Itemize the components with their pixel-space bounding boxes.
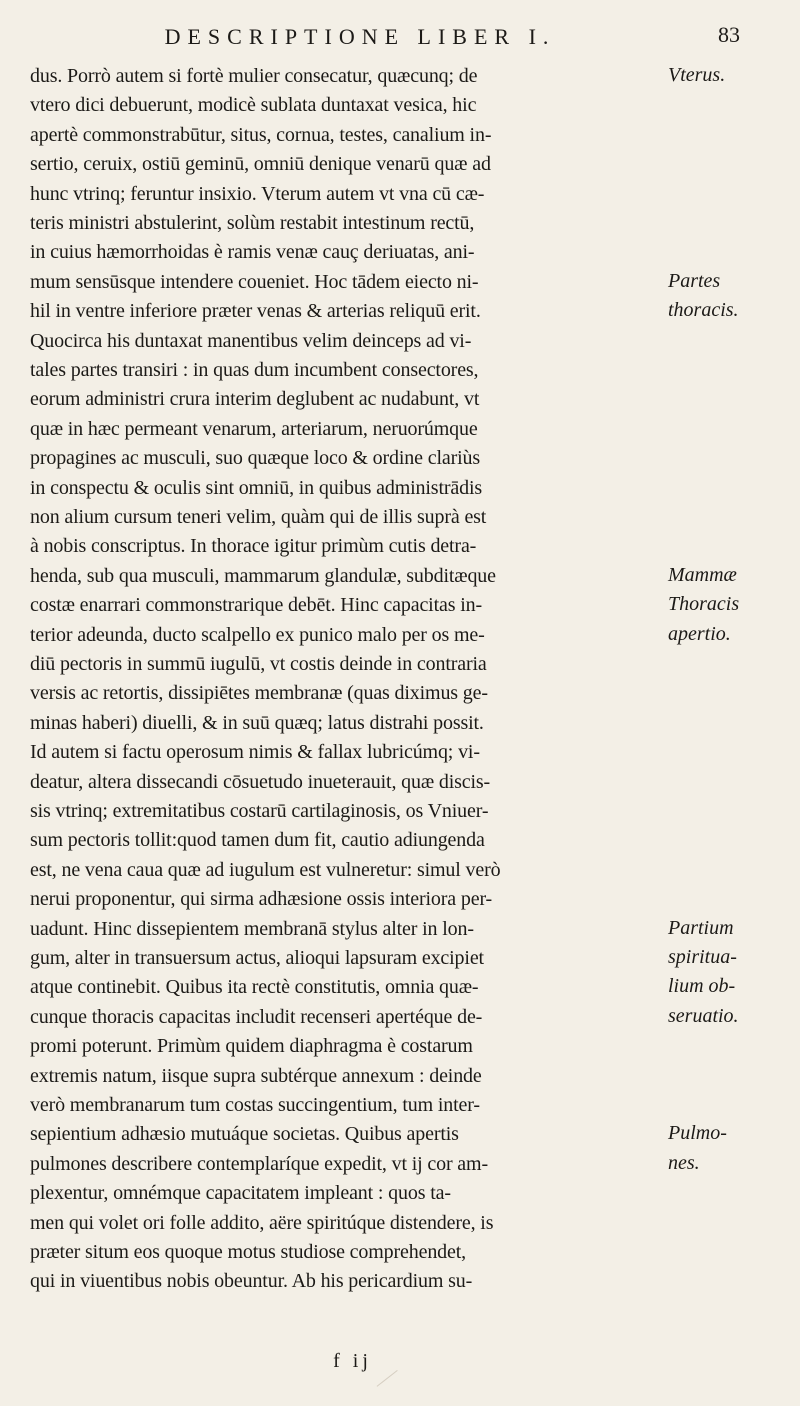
main-text-block [30, 64, 675, 1372]
margin-note: lium ob- [668, 975, 736, 998]
text-line: Quocirca his duntaxat manentibus velim deinceps ad vi- [30, 329, 472, 352]
text-line: terior adeunda, ducto scalpello ex punico malo per os me- [30, 623, 485, 646]
text-line: apertè commonstrabūtur, situs, cornua, testes, canalium in- [30, 123, 492, 146]
text-line: Id autem si factu operosum nimis & fallax lubricúmq; vi- [30, 741, 480, 764]
text-line: in cuius hæmorrhoidas è ramis venæ cauç deriuatas, ani- [30, 241, 475, 264]
text-line: sum pectoris tollit:quod tamen dum fit, cautio adiungenda [30, 829, 485, 852]
text-line: gum, alter in transuersum actus, alioqui lapsuram excipiet [30, 947, 484, 969]
margin-note: Mammæ [668, 563, 737, 586]
text-line: verò membranarum tum costas succingentium, tum inter- [30, 1094, 480, 1116]
margin-note: Pulmo- [668, 1122, 727, 1145]
margin-note: nes. [668, 1151, 700, 1174]
text-line: tales partes transiri : in quas dum incumbent consectores, [30, 359, 479, 381]
text-line: henda, sub qua musculi, mammarum glandulæ, subditæque [30, 564, 496, 587]
margin-note: thoracis. [668, 299, 739, 322]
signature-mark: f ij [333, 1350, 372, 1372]
text-line: deatur, altera dissecandi cōsuetudo inueterauit, quæ discis- [30, 770, 491, 793]
text-line: non alium cursum teneri velim, quàm qui de illis suprà est [30, 506, 487, 528]
text-line: est, ne vena caua quæ ad iugulum est vulneretur: simul verò [30, 858, 501, 881]
margin-note: Vterus. [668, 64, 726, 86]
margin-note: Partium [668, 916, 734, 939]
page-header [0, 14, 800, 60]
text-line: eorum administri crura interim deglubent ac nudabunt, vt [30, 388, 480, 411]
margin-note: spiritua- [668, 946, 737, 968]
text-line: propagines ac musculi, suo quæque loco & ordine clariùs [30, 447, 480, 470]
text-line: hunc vtrinq; feruntur insixio. Vterum autem vt vna cū cæ- [30, 182, 485, 205]
text-line: uadunt. Hinc dissepientem membranā stylus alter in lon- [30, 917, 474, 940]
text-line: dus. Porrò autem si fortè mulier consecatur, quæcunq; de [30, 65, 478, 87]
text-line: qui in viuentibus nobis obeuntur. Ab his pericardium su- [30, 1270, 473, 1293]
text-line: præter situm eos quoque motus studiose comprehendet, [30, 1241, 467, 1263]
text-line: sis vtrinq; extremitatibus costarū cartilaginosis, os Vniuer- [30, 800, 489, 822]
text-line: atque continebit. Quibus ita rectè constitutis, omnia quæ- [30, 976, 479, 999]
text-line: hil in ventre inferiore præter venas & arterias reliquū erit. [30, 300, 481, 323]
page-number: 83 [718, 22, 740, 47]
text-line: quæ in hæc permeant venarum, arteriarum, neruorúmque [30, 417, 478, 440]
text-line: cunque thoracis capacitas includit recenseri apertéque de- [30, 1005, 483, 1028]
running-head: DESCRIPTIONE LIBER I. [164, 24, 556, 49]
margin-note: Thoracis [668, 593, 740, 616]
text-line: sepientium adhæsio mutuáque societas. Quibus apertis [30, 1123, 459, 1146]
text-line: men qui volet ori folle addito, aëre spiritúque distendere, is [30, 1211, 494, 1234]
text-line: diū pectoris in summū iugulū, vt costis deinde in contraria [30, 653, 487, 675]
text-line: in conspectu & oculis sint omniū, in quibus administrādis [30, 476, 482, 499]
text-line: versis ac retortis, dissipiētes membranæ (quas diximus ge- [30, 682, 488, 705]
text-line: teris ministri abstulerint, solùm restabit intestinum rectū, [30, 212, 475, 234]
text-line: minas haberi) diuelli, & in suū quæq; latus distrahi possit. [30, 711, 484, 734]
margin-note: apertio. [668, 622, 731, 645]
text-line: à nobis conscriptus. In thorace igitur primùm cutis detra- [30, 535, 477, 558]
text-line: promi poterunt. Primùm quidem diaphragma è costarum [30, 1035, 473, 1058]
margin-note: seruatio. [668, 1004, 739, 1027]
text-line: extremis natum, iisque supra subtérque annexum : deinde [30, 1064, 482, 1087]
margin-note: Partes [668, 269, 721, 292]
text-line: vtero dici debuerunt, modicè sublata duntaxat vesica, hic [30, 94, 477, 117]
text-line: sertio, ceruix, ostiū geminū, omniū denique venarū quæ ad [30, 153, 491, 176]
text-line: nerui proponentur, qui sirma adhæsione ossis interiora per- [30, 888, 493, 911]
text-line: mum sensūsque intendere coueniet. Hoc tādem eiecto ni- [30, 270, 479, 293]
text-line: pulmones describere contemplaríque expedit, vt ij cor am- [30, 1152, 488, 1175]
text-line: plexentur, omnémque capacitatem impleant : quos ta- [30, 1182, 451, 1205]
text-line: costæ enarrari commonstrarique debēt. Hinc capacitas in- [30, 594, 482, 617]
